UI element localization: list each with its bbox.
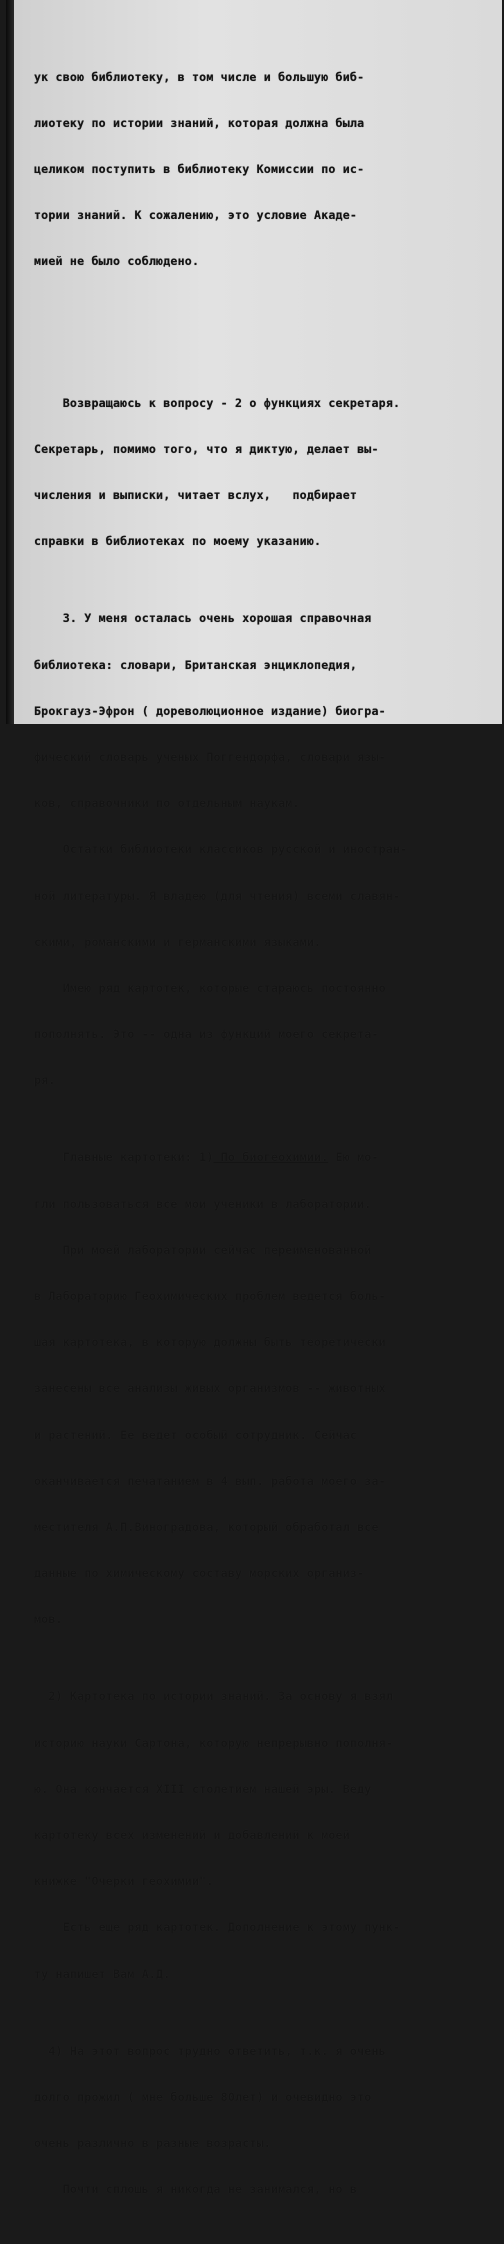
text-line: Почти сплошь я никогда не занимался, но в — [34, 2182, 358, 2197]
document-page — [6, 0, 502, 2197]
text-line: ту напишет Вам А.Д. — [34, 1966, 171, 1981]
text-line: Остатки библиотеки классиков русской и иностран- — [34, 842, 408, 857]
text-line: ря. — [34, 1073, 56, 1088]
text-line: 4) На этот вопрос трудно ответить, т.к. я очень — [34, 2043, 386, 2058]
text-line: в Лабораторию Геохимических проблем ведется боль- — [34, 1288, 386, 1303]
text-line: мов. — [34, 1612, 63, 1627]
text-line: Возвращаюсь к вопросу - 2 о функциях секретаря. — [34, 395, 401, 410]
text-line: ук свою библиотеку, в том числе и большую биб- — [34, 69, 365, 84]
text-segment: Ею мо- — [328, 1150, 379, 1165]
text-line: очень различно в разные возрасты. — [34, 2136, 271, 2151]
text-line: скими, романскими и германскими языками. — [34, 934, 322, 949]
underlined-heading: По биогеохимии. — [213, 1150, 329, 1165]
text-line: ков, справочники по отдельным наукам. — [34, 796, 300, 811]
text-line: долго прожил ( мне больше 80лет) и очевидно это — [34, 2089, 372, 2104]
text-line: и растений. Ее ведет особый сотрудник. Сейчас — [34, 1427, 358, 1442]
text-line: пополнять. Это -- одна из функций моего секрета- — [34, 1027, 379, 1042]
text-line: мией не было соблюдено. — [34, 254, 200, 269]
page-edge-shadow — [6, 0, 14, 724]
text-line: занесены все анализы живых организмов -- животных — [34, 1381, 386, 1396]
text-line: шая картотека, в которую должны быть теоретически — [34, 1335, 386, 1350]
text-line: оканчивается печатанием в 4 вып. работа моего за- — [34, 1473, 386, 1488]
text-line: Есть еще ряд картотек. Дополнение к этому пунк- — [34, 1920, 401, 1935]
text-line: Брокгауз-Эфрон ( дореволюционное издание) биогра- — [34, 703, 386, 718]
text-line: историю науки Сартона, которую непрерывно пополня- — [34, 1735, 394, 1750]
text-line: библиотека: словари, Британская энциклопедия, — [34, 657, 358, 672]
text-line: тории знаний. К сожалению, это условие Акаде- — [34, 208, 358, 223]
text-line: книжке "Очерки геохимии". — [34, 1874, 214, 1889]
text-line: фический словарь ученых Поггендорфа, словари язы- — [34, 749, 386, 764]
text-line: Имею ряд картотек, которые стараюсь постоянно — [34, 980, 386, 995]
text-line: числения и выписки, читает вслух, подбирает — [34, 488, 358, 503]
text-line: 3. У меня осталась очень хорошая справочная — [34, 611, 372, 626]
text-line: ной литературы. Я владею (для чтения) всеми славян- — [34, 888, 401, 903]
text-line: картотеку всех изменений и добавлений к моей — [34, 1828, 350, 1842]
text-line: справки в библиотеках по моему указанию. — [34, 534, 322, 549]
text-line: 2) Картотека по истории знаний. За основу я взял — [34, 1689, 394, 1704]
text-line: данные по химическому составу морских организ- — [34, 1566, 365, 1581]
text-line: местителя А.П.Виноградова, который обработал все — [34, 1519, 379, 1534]
text-line: ю. Она кончается XIII столетием нашей эры. Веду — [34, 1781, 372, 1796]
text-line-with-underline — [34, 1150, 504, 1165]
typewritten-text — [34, 8, 504, 2244]
text-segment: гли — [34, 1196, 56, 1211]
text-segment: пользоваться все мои ученики в лаборатории. — [62, 1196, 372, 1211]
text-line: лиотеку по истории знаний, которая должна была — [34, 115, 365, 130]
paragraph-gap — [34, 316, 504, 334]
text-line — [34, 1197, 504, 1212]
text-segment: Главные картотеки: 1) — [34, 1150, 214, 1165]
text-line: целиком поступить в библиотеку Комиссии по ис- — [34, 162, 365, 177]
text-line: При моей лаборатории сейчас переименованной — [34, 1242, 372, 1257]
text-line: Секретарь, помимо того, что я диктую, делает вы- — [34, 441, 379, 456]
